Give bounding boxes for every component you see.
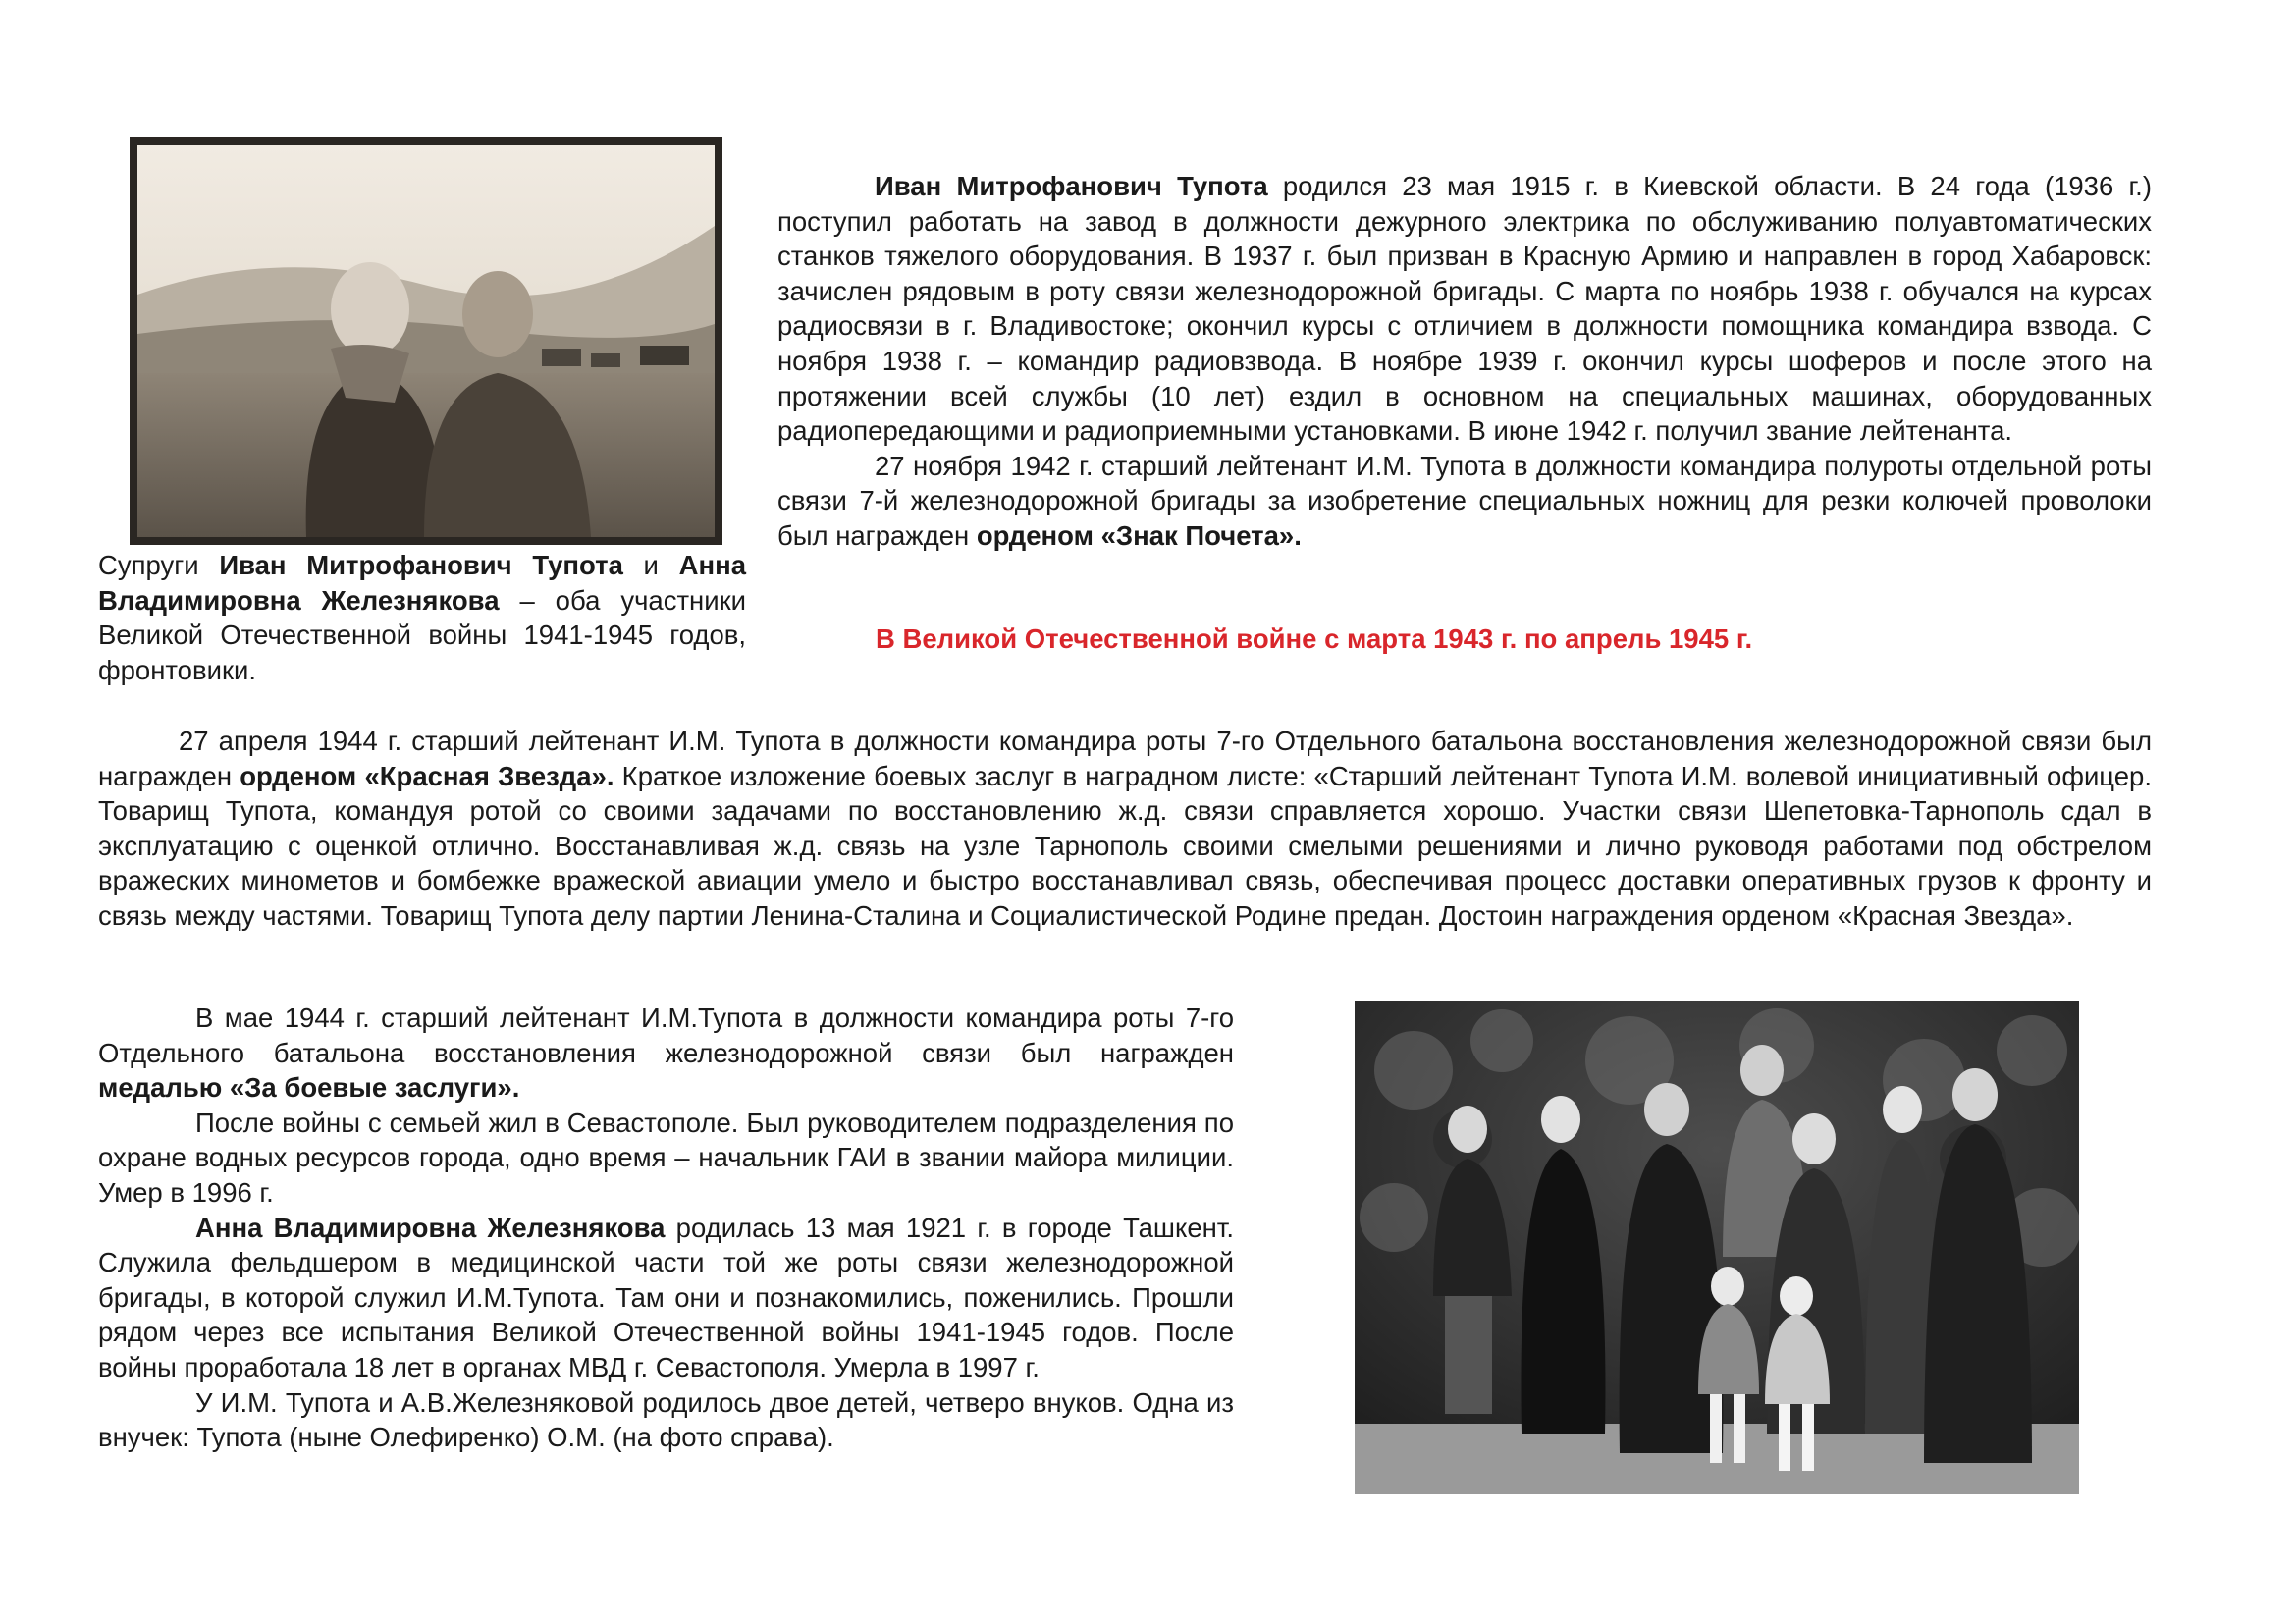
bio-award-znak-pocheta: орденом «Знак Почета». (976, 519, 1302, 551)
bottom-paragraph-4: У И.М. Тупота и А.В.Железняковой родилось двое детей, четверо внуков. Одна из внучек: Тупота (ныне Олефиренко) О.М. (на фото справа). (98, 1386, 1234, 1453)
main-paragraph-text-a: 27 апреля 1944 г. старший лейтенант И.М. Тупота в должности командира роты 7-го Отдельного батальона восстановления железнодорожной связи был награжден (98, 726, 2152, 791)
bottom-award-medal: медалью «За боевые заслуги». (98, 1072, 520, 1104)
bio-paragraph-2 (777, 449, 2152, 554)
main-paragraph-body (98, 724, 2152, 934)
bottom-paragraph-3 (98, 1211, 1234, 1385)
bio-top (777, 169, 2152, 554)
bottom-name-anna: Анна Владимировна Железнякова (195, 1212, 666, 1243)
caption-text-c: – оба участники Великой Отечественной войны 1941-1945 годов, фронтовики. (98, 584, 746, 685)
couple-photo (130, 137, 722, 545)
bio-paragraph-1-text: родился 23 мая 1915 г. в Киевской области. В 24 года (1936 г.) поступил работать на завод в должности дежурного электрика по обслуживанию полуавтоматических станков тяжелого оборудования. В 1937 г. был призван в Красную Армию и направлен в город Хабаровск: зачислен рядовым в роту связи железнодорожной бригады. С марта по ноябрь 1938 г. обучался на курсах радиосвязи в г. Владивостоке; окончил курсы с отличием в должности помощника командира взвода. С ноября 1938 г. – командир радиовзвода. В ноябре 1939 г. окончил курсы шоферов и после этого на протяжении всей службы (10 лет) ездил в основном на специальных машинах, оборудованных радиопередающими и радиоприемными установками. В июне 1942 г. получил звание лейтенанта. (777, 171, 2152, 447)
bottom-paragraph-1-text: В мае 1944 г. старший лейтенант И.М.Тупота в должности командира роты 7-го Отдельного батальона восстановления железнодорожной связи был награжден (98, 1002, 1234, 1068)
couple-photo-caption (98, 548, 746, 687)
caption-text-b: и (622, 550, 679, 580)
caption-text-a: Супруги (98, 550, 220, 580)
bio-paragraph-2-text: 27 ноября 1942 г. старший лейтенант И.М. Тупота в должности командира полуроты отдельной роты связи 7-й железнодорожной бригады за изобретение специальных ножниц для резки колючей проволоки был награжден (777, 450, 2152, 551)
bio-bottom (98, 1001, 1234, 1455)
family-photo (1355, 1001, 2079, 1494)
bottom-paragraph-3-text: родилась 13 мая 1921 г. в городе Ташкент. Служила фельдшером в медицинской части той же роты связи железнодорожной бригады, в которой служил И.М.Тупота. Там они и познакомились, поженились. Прошли рядом через все испытания Великой Отечественной войны 1941-1945 годов. После войны проработала 18 лет в органах МВД г. Севастополя. Умерла в 1997 г. (98, 1212, 1234, 1382)
caption-name-ivan: Иван Митрофанович Тупота (219, 550, 623, 580)
main-paragraph-text-b: Краткое изложение боевых заслуг в наградном листе: «Старший лейтенант Тупота И.М. волевой инициативный офицер. Товарищ Тупота, командуя ротой со своими задачами по восстановлению ж.д. связи справляется хорошо. Участки связи Шепетовка-Тарнополь сдал в эксплуатацию с оценкой отлично. Восстанавливая ж.д. связь на узле Тарнополь своими смелыми решениями и лично руководя работами под обстрелом вражеских минометов и бомбежке вражеской авиации умело и быстро восстанавливал связь, обеспечивая процесс доставки оперативных грузов к фронту и связь между частями. Товарищ Тупота делу партии Ленина-Сталина и Социалистической Родине предан. Достоин награждения орденом «Красная Звезда». (98, 760, 2152, 931)
bio-name-ivan: Иван Митрофанович Тупота (875, 171, 1268, 201)
couple-photo-image (130, 137, 722, 545)
bio-paragraph-1 (777, 169, 2152, 449)
main-award-red-star: орденом «Красная Звезда». (240, 760, 614, 791)
main-paragraph (98, 724, 2152, 934)
caption-name-anna: Анна Владимировна Железнякова (98, 550, 746, 616)
bottom-paragraph-2: После войны с семьей жил в Севастополе. Был руководителем подразделения по охране водных ресурсов города, одно время – начальник ГАИ в звании майора милиции. Умер в 1996 г. (98, 1107, 1234, 1208)
bottom-paragraph-1 (98, 1001, 1234, 1106)
war-heading: В Великой Отечественной войне с марта 1943 г. по апрель 1945 г. (876, 623, 1753, 654)
family-photo-image (1355, 1001, 2079, 1494)
